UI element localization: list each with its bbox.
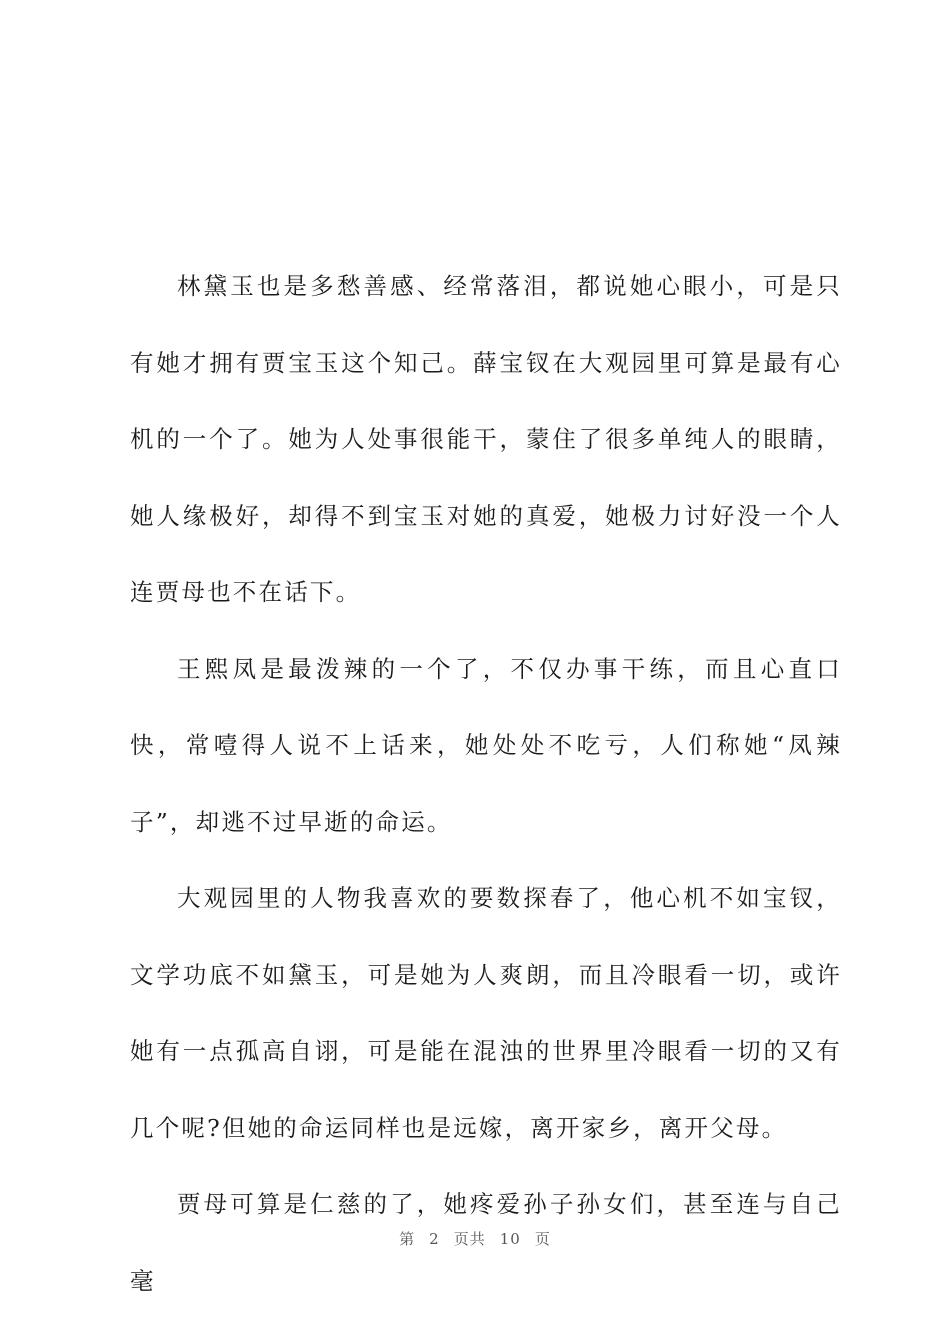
document-body <box>130 248 842 1319</box>
footer-middle: 页共 <box>453 1230 486 1248</box>
footer-current-page: 2 <box>429 1230 440 1248</box>
paragraph: 王熙凤是最泼辣的一个了，不仅办事干练，而且心直口快，常噎得人说不上话来，她处处不吃亏，人们称她“凤辣子”，却逃不过早逝的命运。 <box>130 654 842 836</box>
paragraph: 林黛玉也是多愁善感、经常落泪，都说她心眼小，可是只有她才拥有贾宝玉这个知己。薛宝钗在大观园里可算是最有心机的一个了。她为人处事很能干，蒙住了很多单纯人的眼睛，她人缘极好，却得不到宝玉对她的真爱，她极力讨好没一个人连贾母也不在话下。 <box>130 272 842 606</box>
footer-total-pages: 10 <box>499 1230 521 1248</box>
paragraph: 贾母可算是仁慈的了，她疼爱孙子孙女们，甚至连与自己毫 <box>130 1190 842 1295</box>
footer-suffix: 页 <box>534 1230 551 1248</box>
footer-prefix: 第 <box>399 1230 416 1248</box>
page-footer <box>0 1228 950 1249</box>
paragraph: 大观园里的人物我喜欢的要数探春了，他心机不如宝钗，文学功底不如黛玉，可是她为人爽朗，而且冷眼看一切，或许她有一点孤高自诩，可是能在混浊的世界里冷眼看一切的又有几个呢?但她的命运同样也是远嫁，离开家乡，离开父母。 <box>130 884 842 1142</box>
